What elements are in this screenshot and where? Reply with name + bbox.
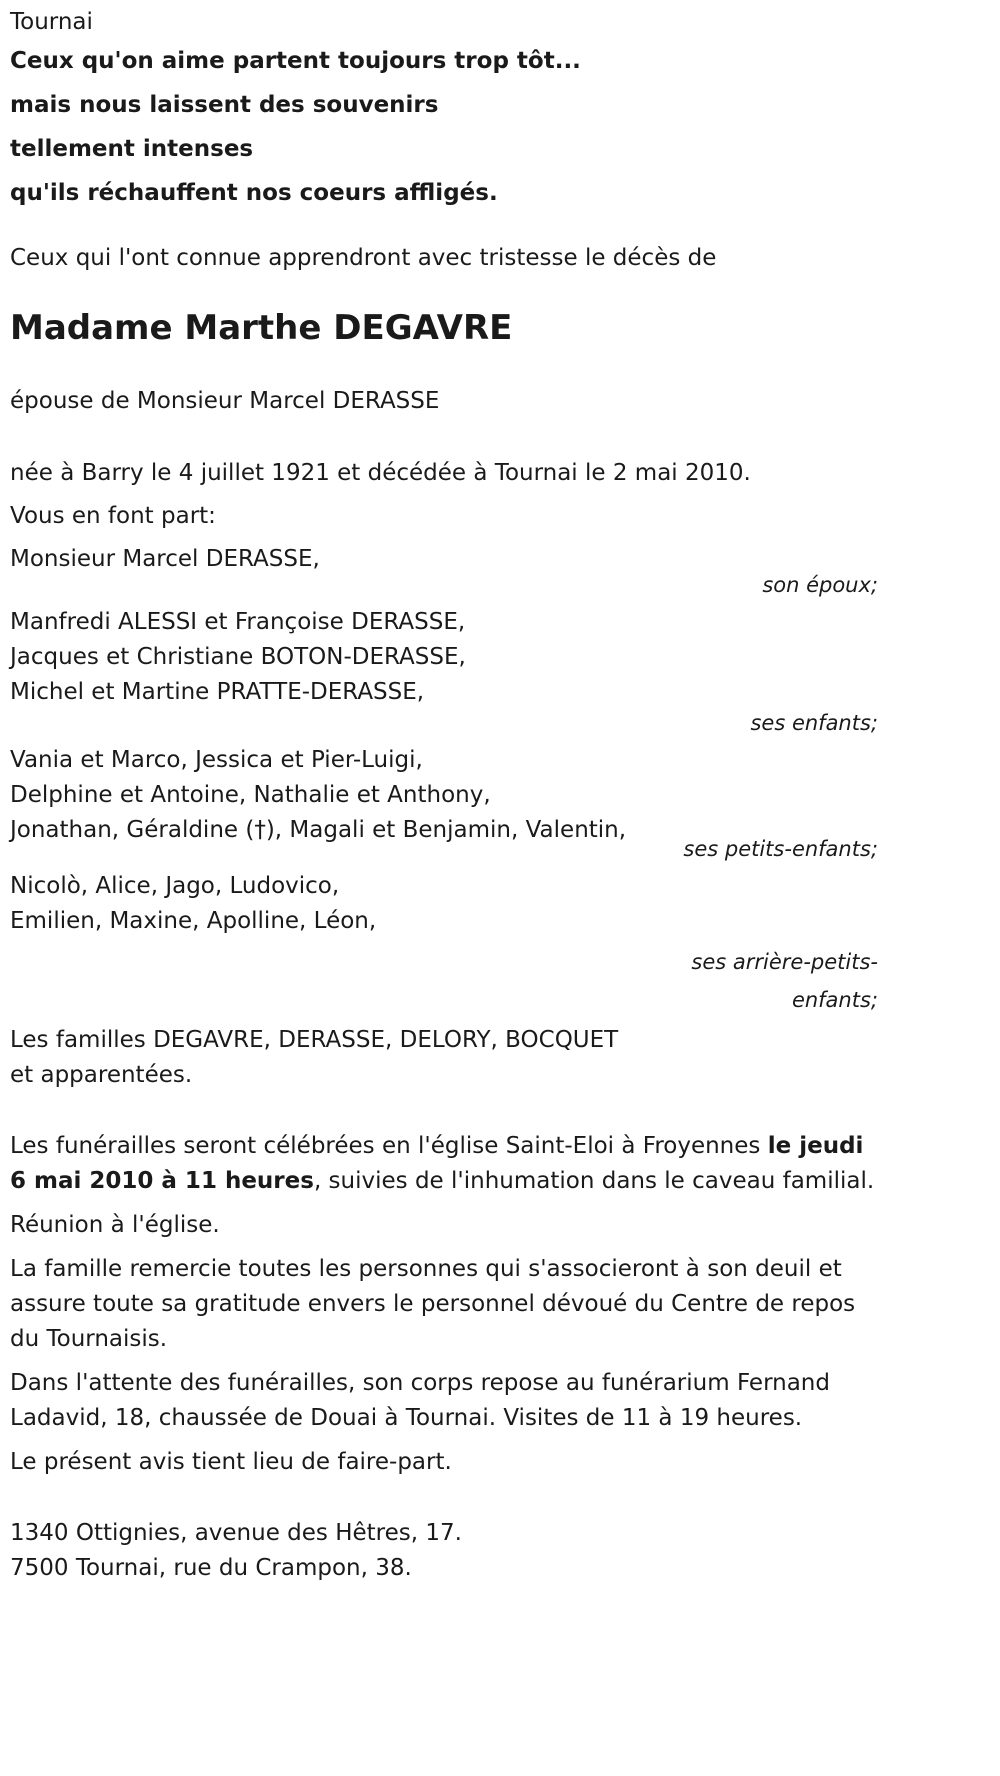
family-name: Jonathan, Géraldine (†), Magali et Benjamin, Valentin, (10, 817, 627, 843)
family-name: Manfredi ALESSI et Françoise DERASSE, (10, 609, 466, 635)
family-name: Delphine et Antoine, Nathalie et Anthony, (10, 782, 491, 808)
relation-label: ses petits-enfants; (683, 837, 878, 861)
obituary-notice (10, 6, 878, 1586)
family-name: Les familles DEGAVRE, DERASSE, DELORY, BOCQUET (10, 1027, 619, 1053)
thanks-paragraph: La famille remercie toutes les personnes qui s'associeront à son deuil et assure toute sa gratitude envers le personnel dévoué du Centre de repos du Tournaisis. (10, 1256, 856, 1352)
family-name: Vania et Marco, Jessica et Pier-Luigi, (10, 747, 423, 773)
relation-label: ses arrière-petits-enfants; (691, 950, 878, 1012)
relation-label: son époux; (762, 573, 878, 597)
verse-line: tellement intenses (10, 136, 254, 162)
funeral-prefix: Les funérailles seront célébrées en l'église Saint-Eloi à Froyennes (10, 1133, 768, 1159)
location: Tournai (10, 9, 93, 35)
funeral-date: le jeudi 6 mai 2010 à 11 heures (10, 1133, 864, 1194)
notice-line: Le présent avis tient lieu de faire-part. (10, 1449, 452, 1475)
relation-label: ses enfants; (750, 711, 878, 735)
family-name: Jacques et Christiane BOTON-DERASSE, (10, 644, 466, 670)
visitation-paragraph: Dans l'attente des funérailles, son corps repose au funérarium Fernand Ladavid, 18, chaussée de Douai à Tournai. Visites de 11 à 19 heures. (10, 1370, 830, 1431)
verse-line: qu'ils réchauffent nos coeurs affligés. (10, 180, 498, 206)
family-name: Emilien, Maxine, Apolline, Léon, (10, 908, 377, 934)
spouse-line: épouse de Monsieur Marcel DERASSE (10, 388, 440, 414)
deceased-name: Madame Marthe DEGAVRE (10, 308, 513, 348)
verse-line: mais nous laissent des souvenirs (10, 92, 439, 118)
family-name: Nicolò, Alice, Jago, Ludovico, (10, 873, 340, 899)
address-line: 7500 Tournai, rue du Crampon, 38. (10, 1555, 412, 1581)
funeral-suffix: , suivies de l'inhumation dans le caveau familial. (313, 1168, 875, 1194)
family-grandchildren (10, 743, 878, 865)
family-great-grandchildren (10, 869, 878, 1019)
birth-death-line: née à Barry le 4 juillet 1921 et décédée à Tournai le 2 mai 2010. (10, 460, 751, 486)
family-children (10, 605, 878, 739)
announce-line: Vous en font part: (10, 503, 216, 529)
family-name: et apparentées. (10, 1062, 193, 1088)
family-spouse (10, 542, 878, 601)
meeting-line: Réunion à l'église. (10, 1212, 220, 1238)
address-line: 1340 Ottignies, avenue des Hêtres, 17. (10, 1520, 462, 1546)
family-others (10, 1023, 878, 1093)
verse (10, 39, 878, 215)
verse-line: Ceux qu'on aime partent toujours trop tôt... (10, 48, 581, 74)
addresses (10, 1516, 878, 1586)
family-name: Monsieur Marcel DERASSE, (10, 546, 320, 572)
funeral-paragraph (10, 1129, 878, 1199)
family-name: Michel et Martine PRATTE-DERASSE, (10, 679, 425, 705)
intro-text: Ceux qui l'ont connue apprendront avec tristesse le décès de (10, 245, 717, 271)
